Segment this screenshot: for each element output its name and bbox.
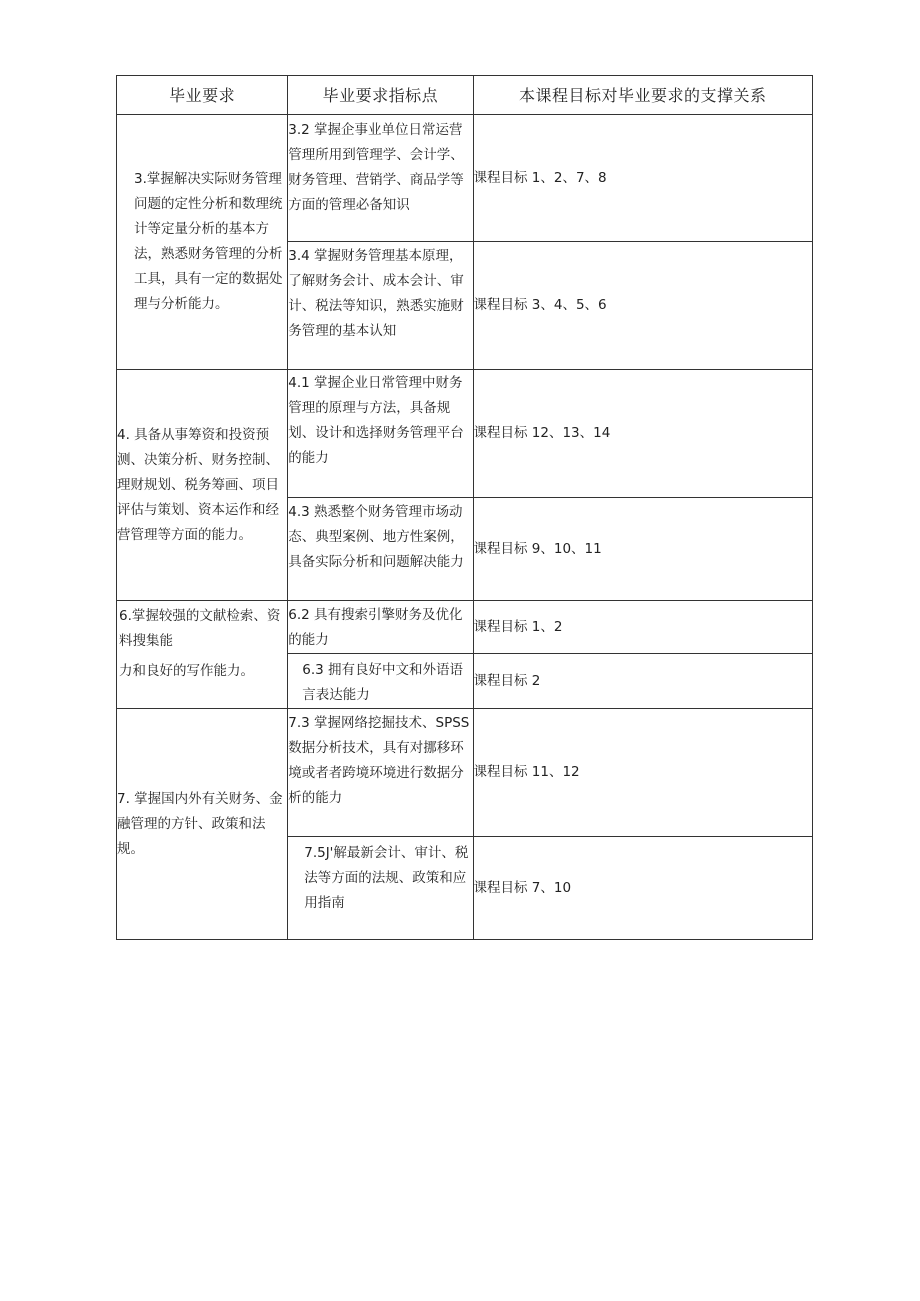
indicator-point-cell: 6.3 拥有良好中文和外语语言表达能力 xyxy=(288,654,473,709)
indicator-point-cell: 7.5J'解最新会计、审计、税法等方面的法规、政策和应用指南 xyxy=(288,837,473,940)
indicator-point-cell: 4.3 熟悉整个财务管理市场动态、典型案例、地方性案例，具备实际分析和问题解决能力 xyxy=(288,498,473,601)
course-goal-cell: 课程目标 1、2 xyxy=(473,601,813,654)
requirement-text-top: 6.掌握较强的文献检索、资料搜集能 xyxy=(117,601,287,655)
graduation-requirements-table xyxy=(116,75,813,940)
course-goal-cell: 课程目标 2 xyxy=(473,654,813,709)
indicator-point-cell: 7.3 掌握网络挖掘技术、SPSS 数据分析技术，具有对挪移环境或者者跨境环境进行数据分析的能力 xyxy=(288,709,473,837)
course-goal-cell: 课程目标 11、12 xyxy=(473,709,813,837)
requirement-cell: 4. 具备从事筹资和投资预测、决策分析、财务控制、理财规划、税务筹画、项目评估与策划、资本运作和经营管理等方面的能力。 xyxy=(117,370,288,601)
header-indicator-point: 毕业要求指标点 xyxy=(288,76,473,115)
course-goal-cell: 课程目标 1、2、7、8 xyxy=(473,115,813,242)
header-requirement: 毕业要求 xyxy=(117,76,288,115)
indicator-point-cell: 6.2 具有搜索引擎财务及优化的能力 xyxy=(288,601,473,654)
table-row xyxy=(117,709,813,837)
header-support-relation: 本课程目标对毕业要求的支撑关系 xyxy=(473,76,813,115)
requirement-text-bottom: 力和良好的写作能力。 xyxy=(119,663,254,679)
indicator-point-cell: 4.1 掌握企业日常管理中财务管理的原理与方法，具备规划、设计和选择财务管理平台的能力 xyxy=(288,370,473,498)
indicator-point-cell: 3.4 掌握财务管理基本原理，了解财务会计、成本会计、审计、税法等知识，熟悉实施财务管理的基本认知 xyxy=(288,242,473,370)
course-goal-cell: 课程目标 3、4、5、6 xyxy=(473,242,813,370)
table-row xyxy=(117,601,813,654)
requirement-cell: 7. 掌握国内外有关财务、金融管理的方针、政策和法规。 xyxy=(117,709,288,940)
table-header-row xyxy=(117,76,813,115)
requirement-cell xyxy=(117,601,288,709)
course-goal-cell: 课程目标 9、10、11 xyxy=(473,498,813,601)
table-row xyxy=(117,115,813,242)
requirement-cell: 3.掌握解决实际财务管理问题的定性分析和数理统计等定量分析的基本方法，熟悉财务管理的分析工具，具有一定的数据处理与分析能力。 xyxy=(117,115,288,370)
course-goal-cell: 课程目标 12、13、14 xyxy=(473,370,813,498)
table-row xyxy=(117,370,813,498)
course-goal-cell: 课程目标 7、10 xyxy=(473,837,813,940)
indicator-point-cell: 3.2 掌握企事业单位日常运营管理所用到管理学、会计学、财务管理、营销学、商品学等方面的管理必备知识 xyxy=(288,115,473,242)
